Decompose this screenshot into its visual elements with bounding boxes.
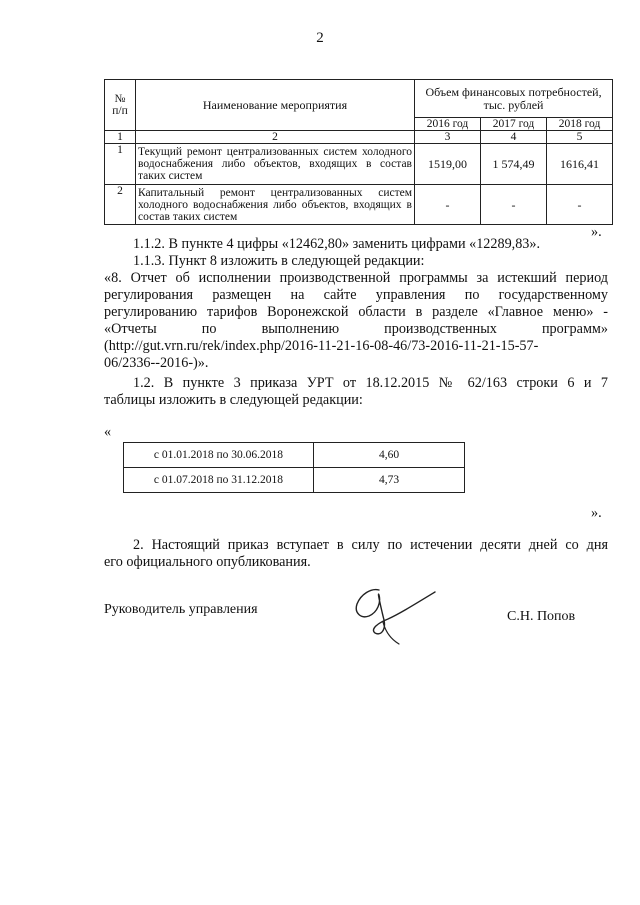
row-value: 1616,41 [547, 144, 613, 185]
header-year-2016: 2016 год [415, 118, 481, 131]
handwritten-signature [345, 586, 445, 648]
period-cell: с 01.01.2018 по 30.06.2018 [124, 443, 314, 468]
header-name: Наименование мероприятия [136, 80, 415, 131]
row-value: - [481, 185, 547, 225]
row-value: 1519,00 [415, 144, 481, 185]
table-row [124, 443, 465, 468]
table-row [105, 185, 613, 225]
page-number: 2 [316, 30, 324, 46]
text-line: регулирования размещен на сайте управления по государственному [104, 287, 608, 303]
row-name: Текущий ремонт централизованных систем холодного водоснабжения либо объектов, входящих в состав таких систем [136, 144, 415, 185]
value-cell: 4,73 [314, 468, 465, 493]
text-line: таблицы изложить в следующей редакции: [104, 392, 363, 408]
paragraph-1-1-2: 1.1.2. В пункте 4 цифры «12462,80» заменить цифрами «12289,83». [133, 236, 541, 252]
value-cell: 4,60 [314, 443, 465, 468]
paragraph-8-text [104, 270, 608, 372]
table-closing-mark: ». [591, 224, 602, 240]
text-line: 1.2. В пункте 3 приказа УРТ от 18.12.2015 № 62/163 строки 6 и 7 [133, 375, 608, 391]
index-cell: 5 [547, 131, 613, 144]
final-paragraph [104, 537, 608, 571]
text-line: 2. Настоящий приказ вступает в силу по истечении десяти дней со дня [133, 537, 608, 553]
table-row [124, 468, 465, 493]
header-year-2017: 2017 год [481, 118, 547, 131]
paragraph-1-2 [104, 375, 608, 409]
paragraph-1-1-3: 1.1.3. Пункт 8 изложить в следующей редакции: [133, 253, 425, 269]
signatory-position: Руководитель управления [104, 602, 258, 617]
row-num: 2 [105, 185, 136, 225]
text-line: 06/2336--2016-)». [104, 355, 209, 371]
row-num: 1 [105, 144, 136, 185]
row-name: Капитальный ремонт централизованных систем холодного водоснабжения либо объектов, входящих в состав таких систем [136, 185, 415, 225]
row-value: 1 574,49 [481, 144, 547, 185]
row-value: - [415, 185, 481, 225]
index-cell: 1 [105, 131, 136, 144]
table-row [105, 144, 613, 185]
index-cell: 2 [136, 131, 415, 144]
periods-open-mark: « [104, 424, 112, 440]
index-cell: 3 [415, 131, 481, 144]
header-year-2018: 2018 год [547, 118, 613, 131]
text-line: его официального опубликования. [104, 554, 311, 570]
header-volume: Объем финансовых потребностей, тыс. рублей [415, 80, 613, 118]
index-cell: 4 [481, 131, 547, 144]
header-num: № п/п [105, 80, 136, 131]
text-line: «8. Отчет об исполнении производственной программы за истекший период [104, 270, 608, 286]
signatory-name: С.Н. Попов [507, 609, 576, 624]
measures-table [104, 79, 613, 225]
text-line: регулированию тарифов Воронежской области в разделе «Главное меню» - [104, 304, 608, 320]
periods-table [123, 442, 465, 493]
text-line: (http://gut.vrn.ru/rek/index.php/2016-11-21-16-08-46/73-2016-11-21-15-57- [104, 338, 539, 354]
periods-close-mark: ». [591, 505, 602, 521]
period-cell: с 01.07.2018 по 31.12.2018 [124, 468, 314, 493]
row-value: - [547, 185, 613, 225]
text-line: «Отчеты по выполнению производственных программ» [104, 321, 608, 337]
